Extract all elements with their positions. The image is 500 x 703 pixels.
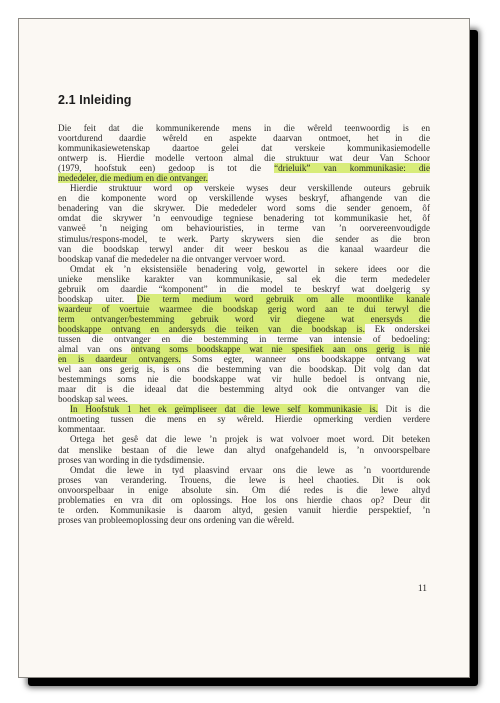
text-segment: bestemmings soms nie die boodskappe wat vir hulle bedoel is ontvang nie, bbox=[58, 374, 430, 385]
text-segment: proses van probleemoplossing deur ons ordening van die wêreld. bbox=[58, 514, 295, 525]
text-segment: maar dit is die ideaal dat die bestemming altyd ook die ontvanger van die bbox=[58, 384, 430, 395]
text-line bbox=[58, 314, 430, 324]
text-line bbox=[58, 294, 430, 304]
highlighted-text: mededeler, die medium en die ontvanger. bbox=[58, 173, 208, 184]
text-segment: onvoorspelbaar in enige absolute sin. Om dié redes is die lewe altyd bbox=[58, 484, 430, 495]
text-line bbox=[58, 465, 430, 475]
text-line bbox=[58, 495, 430, 505]
paragraph bbox=[58, 123, 430, 183]
text-segment: stimulus/respons-model, te werk. Party skrywers sien die sender as die bron bbox=[58, 233, 430, 244]
text-line bbox=[58, 475, 430, 485]
text-line bbox=[58, 173, 430, 183]
text-line bbox=[58, 455, 430, 465]
highlighted-text: Die term medium word gebruik om alle moontlike kanale bbox=[136, 293, 430, 304]
text-segment: Hierdie struktuur word op verskeie wyses deur verskillende outeurs gebruik bbox=[70, 183, 430, 194]
text-line bbox=[58, 354, 430, 364]
text-line bbox=[58, 414, 430, 424]
text-line bbox=[58, 324, 430, 334]
text-segment: Die feit dat die kommunikerende mens in die wêreld teenwoordig is en bbox=[58, 123, 430, 133]
text-segment: Ek onderskei bbox=[364, 323, 430, 334]
text-line bbox=[58, 153, 430, 163]
text-segment: benadering van die skrywer. Die mededeler word soms die sender genoem, ôf bbox=[58, 203, 430, 214]
highlighted-text: ontvang soms boodskappe wat nie spesifiek aan ons gerig is nie bbox=[130, 344, 430, 355]
text-segment: kommentaar. bbox=[58, 424, 106, 435]
highlighted-text: In Hoofstuk 1 het ek geïmpliseer dat die lewe self kommunikasie is. bbox=[70, 404, 378, 415]
text-line bbox=[58, 284, 430, 294]
text-line bbox=[58, 264, 430, 274]
text-segment: Soms egter, wanneer ons boodskappe ontvang wat bbox=[180, 354, 430, 365]
text-segment: Omdat ek ’n eksistensiële benadering volg, gewortel in sekere idees oor die bbox=[70, 263, 430, 274]
text-line bbox=[58, 445, 430, 455]
highlighted-text: waardeur of voertuie waarmee die boodskap gerig word aan te dui terwyl die bbox=[58, 303, 430, 314]
text-segment: van die boodskap terwyl ander dit weer beskou as die kanaal waardeur die bbox=[58, 243, 430, 254]
text-line bbox=[58, 394, 430, 404]
text-line bbox=[58, 213, 430, 223]
highlighted-text: en is daardeur ontvangers. bbox=[58, 354, 181, 365]
text-line bbox=[58, 143, 430, 153]
text-segment: (1979, hoofstuk een) gedoop is tot die bbox=[58, 163, 275, 174]
text-line bbox=[58, 254, 430, 264]
text-segment: tussen die ontvanger en die bestemming in terme van intensie of bedoeling: bbox=[58, 333, 430, 344]
text-segment: Dit is die bbox=[377, 404, 430, 415]
text-line bbox=[58, 424, 430, 434]
paragraph bbox=[58, 264, 430, 405]
text-line bbox=[58, 334, 430, 344]
text-segment: wel aan ons gerig is, is ons die bestemming van die boodskap. Dit volg dan dat bbox=[58, 364, 430, 375]
text-segment: proses van wording in die tydsdimensie. bbox=[58, 454, 205, 465]
text-segment: Ortega het gesê dat die lewe ’n projek is wat volvoer moet word. Dit beteken bbox=[70, 434, 430, 445]
text-segment: omdat die skrywer ’n eenvoudige tegniese benadering tot kommunikasie het, ôf bbox=[58, 213, 430, 224]
text-segment: boodskap vanaf die mededeler na die ontvanger vervoer word. bbox=[58, 253, 286, 264]
text-line bbox=[58, 234, 430, 244]
text-segment: ontwerp is. Hierdie modelle vertoon almal die struktuur wat deur Van Schoor bbox=[58, 153, 430, 164]
text-line bbox=[58, 244, 430, 254]
text-line bbox=[58, 274, 430, 284]
text-line bbox=[58, 485, 430, 495]
text-segment: proses van verandering. Trouens, die lewe is heel chaoties. Dit is ook bbox=[58, 474, 430, 485]
section-heading: 2.1 Inleiding bbox=[58, 93, 132, 107]
text-segment: te orden. Kommunikasie is daarom altyd, gesien vanuit hierdie perspektief, ’n bbox=[58, 504, 430, 515]
text-segment: kommunikasiewetenskap daartoe gelei dat verskeie kommunikasiemodelle bbox=[58, 143, 430, 154]
text-line bbox=[58, 374, 430, 384]
text-segment: gebruik om daardie “komponent” in die model te beskryf wat doelgerig sy bbox=[58, 283, 430, 294]
text-segment: voortdurend daardie wêreld en aspekte daarvan ontmoet, het in die bbox=[58, 133, 430, 144]
paragraph bbox=[58, 404, 430, 434]
paragraph bbox=[58, 434, 430, 464]
text-line bbox=[58, 123, 430, 133]
text-line bbox=[58, 133, 430, 143]
text-segment: boodskap sal wees. bbox=[58, 394, 128, 405]
page-number: 11 bbox=[417, 584, 427, 594]
text-line bbox=[58, 193, 430, 203]
text-segment: Omdat die lewe in tyd plaasvind ervaar ons die lewe as ’n voortdurende bbox=[70, 464, 430, 475]
text-line bbox=[58, 384, 430, 394]
text-line bbox=[58, 163, 430, 173]
text-line bbox=[58, 223, 430, 233]
text-segment: ontmoeting tussen die mens en sy wêreld. Hierdie opmerking verdien verdere bbox=[58, 414, 430, 425]
text-segment: dat menslike bestaan of die lewe dan altyd onafgehandeld is, ’n onvoorspelbare bbox=[58, 444, 430, 455]
text-line bbox=[58, 203, 430, 213]
text-line bbox=[58, 183, 430, 193]
text-line bbox=[58, 344, 430, 354]
text-line bbox=[58, 364, 430, 374]
highlighted-text: term ontvanger/bestemming gebruik word vir diegene wat enersyds die bbox=[58, 313, 430, 324]
text-segment: problematies en vra dit om oplossings. Hoe los ons hierdie chaos op? Deur dit bbox=[58, 494, 430, 505]
text-segment: boodskap uiter. bbox=[58, 293, 137, 304]
text-line bbox=[58, 434, 430, 444]
body-text bbox=[58, 123, 430, 525]
text-line bbox=[58, 505, 430, 515]
text-segment: en die komponente word op verskillende wyses beskryf, afhangende van die bbox=[58, 193, 430, 204]
document-page bbox=[18, 18, 470, 678]
paragraph bbox=[58, 183, 430, 263]
highlighted-text: “drieluik” van kommunikasie: die bbox=[274, 163, 430, 174]
text-line bbox=[58, 515, 430, 525]
text-segment: vanweë ’n neiging om behaviouristies, in terme van ’n oorvereenvoudigde bbox=[58, 223, 430, 234]
highlighted-text: boodskappe ontvang en andersyds die teiken van die boodskap is. bbox=[58, 323, 365, 334]
text-line bbox=[58, 304, 430, 314]
text-segment: unieke menslike karakter van kommunikasie, sal ek die term mededeler bbox=[58, 273, 430, 284]
paragraph bbox=[58, 465, 430, 525]
text-line bbox=[58, 404, 430, 414]
text-segment: almal van ons bbox=[58, 344, 131, 355]
